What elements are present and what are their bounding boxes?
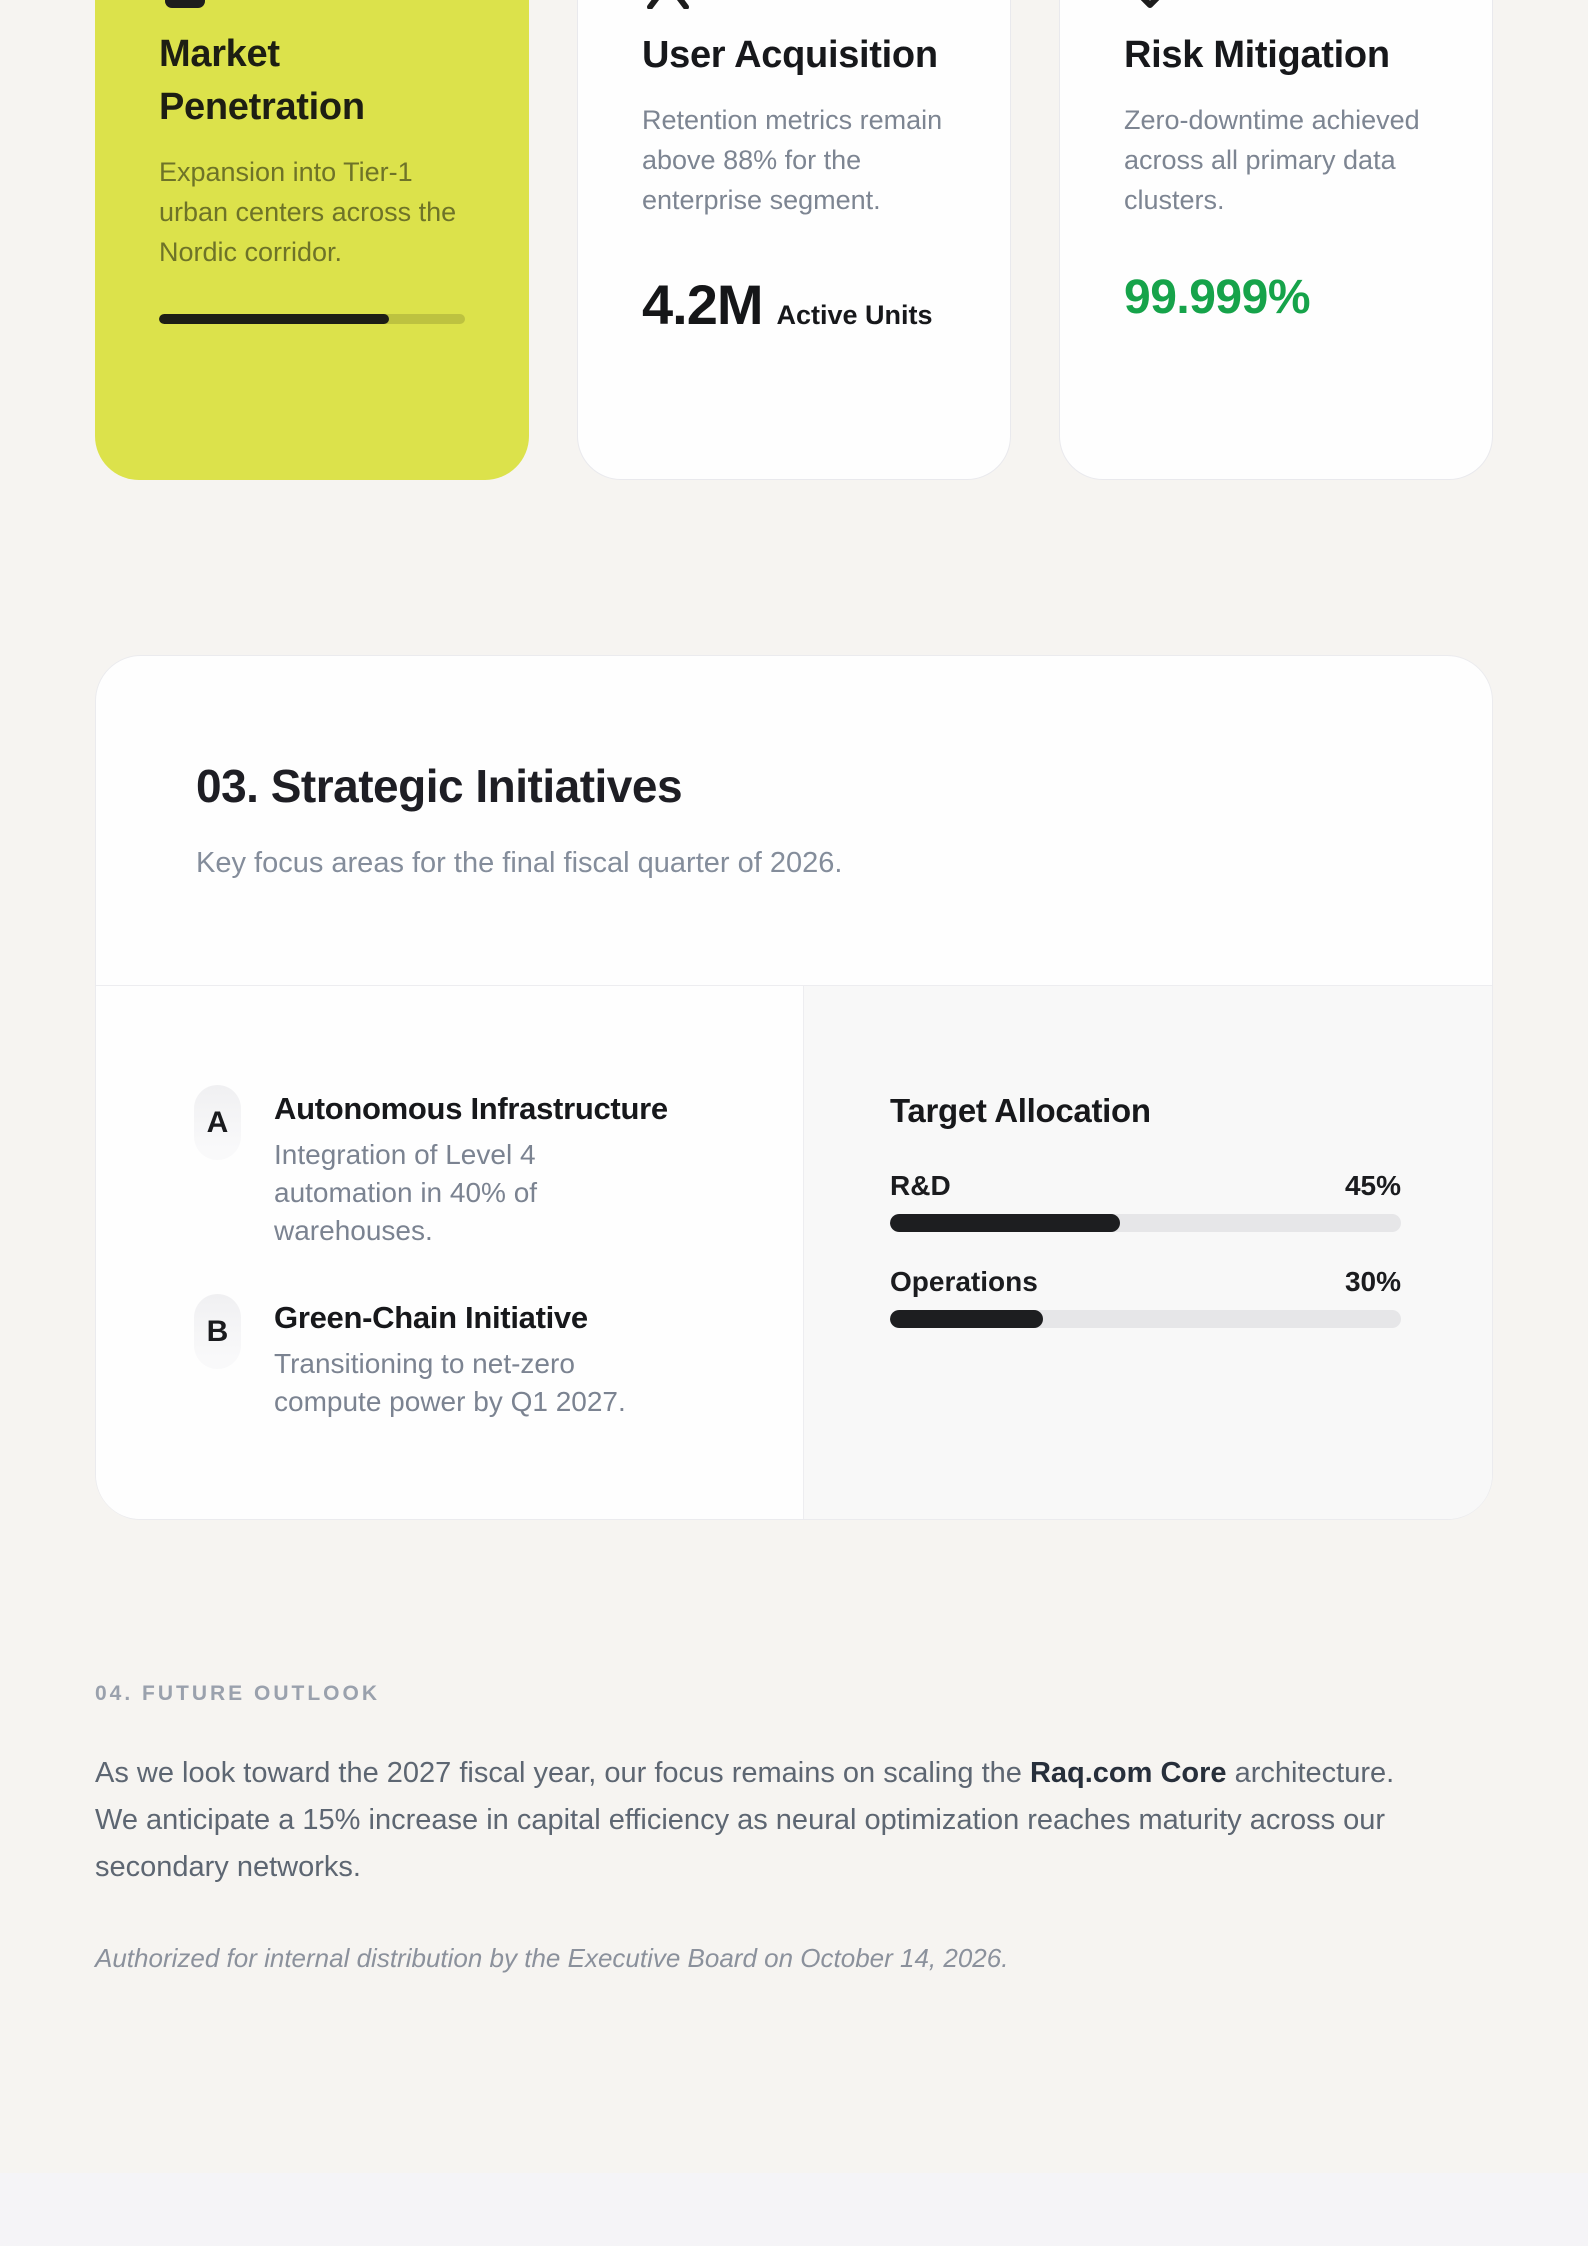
list-item: [194, 1294, 763, 1421]
card-title: Market Penetration: [159, 33, 365, 129]
item-badge: A: [194, 1085, 241, 1160]
item-description: Transitioning to net-zero compute power by Q1 2027.: [274, 1348, 626, 1417]
allocation-labels: [890, 1266, 1401, 1298]
item-text: [274, 1085, 674, 1250]
outlook-paragraph: [95, 1750, 1425, 1891]
paragraph-text: As we look toward the 2027 fiscal year, our focus remains on scaling the: [95, 1757, 1030, 1789]
card-user-acquisition: [577, 0, 1011, 480]
initiatives-body: [96, 985, 1492, 1519]
market-penetration-progressbar: [159, 314, 465, 324]
card-description: Retention metrics remain above 88% for the enterprise segment.: [642, 105, 943, 216]
item-badge: B: [194, 1294, 241, 1369]
chart-bar-icon: [161, 0, 209, 8]
section-heading: 03. Strategic Initiatives: [196, 760, 683, 812]
target-allocation-panel: [804, 986, 1492, 1519]
rnd-progressbar: [890, 1214, 1401, 1232]
section-label: 04. FUTURE OUTLOOK: [95, 1682, 381, 1705]
list-item: [194, 1085, 763, 1250]
authorization-footnote: Authorized for internal distribution by the Executive Board on October 14, 2026.: [95, 1943, 1009, 1973]
card-title: Risk Mitigation: [1124, 34, 1390, 76]
metric-cards-row: [95, 0, 1493, 480]
item-description: Integration of Level 4 automation in 40% of warehouses.: [274, 1139, 538, 1246]
allocation-labels: [890, 1170, 1401, 1202]
progressbar-fill: [890, 1310, 1043, 1328]
footer-strip: [0, 2173, 1588, 2246]
allocation-label: R&D: [890, 1170, 951, 1201]
metric-value: 4.2M: [642, 273, 763, 337]
item-title: Green-Chain Initiative: [274, 1300, 588, 1335]
paragraph-text: architecture. We anticipate a 15% increase in capital efficiency as neural optimization reaches maturity across our secondary networks.: [95, 1757, 1395, 1883]
allocation-heading: Target Allocation: [890, 1092, 1151, 1129]
section-subheading: Key focus areas for the final fiscal quarter of 2026.: [196, 847, 843, 879]
card-description: Zero-downtime achieved across all primary data clusters.: [1124, 105, 1420, 216]
card-market-penetration: [95, 0, 529, 480]
initiatives-list: [96, 986, 804, 1519]
allocation-row: [890, 1266, 1401, 1328]
allocation-row: [890, 1170, 1401, 1232]
brand-name: Raq.com Core: [1029, 1757, 1227, 1789]
allocation-percent: 30%: [1344, 1266, 1401, 1297]
allocation-percent: 45%: [1344, 1170, 1401, 1201]
card-description: Expansion into Tier-1 urban centers across the Nordic corridor.: [159, 157, 457, 268]
shield-icon: [1126, 0, 1174, 9]
active-units-metric: [642, 272, 946, 337]
card-title: User Acquisition: [642, 34, 938, 76]
progressbar-fill: [159, 314, 389, 324]
card-risk-mitigation: [1059, 0, 1493, 480]
strategic-initiatives-card: [95, 655, 1493, 1520]
item-title: Autonomous Infrastructure: [274, 1091, 668, 1126]
operations-progressbar: [890, 1310, 1401, 1328]
progressbar-fill: [890, 1214, 1120, 1232]
item-text: [274, 1294, 674, 1421]
metric-label: Active Units: [776, 300, 933, 331]
initiatives-header: [96, 656, 1492, 880]
user-icon: [644, 0, 692, 9]
allocation-label: Operations: [890, 1266, 1038, 1297]
uptime-metric: 99.999%: [1124, 271, 1310, 325]
future-outlook-section: [95, 1682, 1493, 1974]
